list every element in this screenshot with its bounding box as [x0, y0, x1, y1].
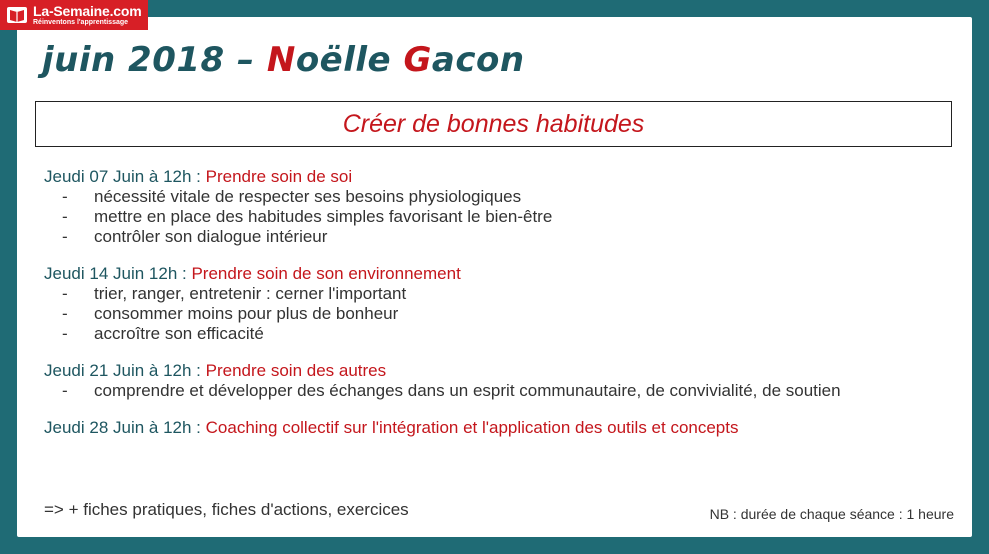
bullet-text: mettre en place des habitudes simples favorisant le bien-être: [94, 207, 553, 226]
session-heading: [44, 263, 924, 284]
bullet-text: comprendre et développer des échanges dans un esprit communautaire, de convivialité, de soutien: [94, 381, 841, 400]
bullet-text: nécessité vitale de respecter ses besoins physiologiques: [94, 187, 522, 206]
session-item: [44, 166, 924, 247]
page-title: [42, 40, 525, 80]
session-bullets: [44, 187, 924, 247]
bullet-item: [44, 381, 924, 401]
extras-note: => + fiches pratiques, fiches d'actions, exercices: [44, 500, 409, 519]
duration-note: NB : durée de chaque séance : 1 heure: [709, 506, 954, 522]
title-prefix: juin 2018 –: [42, 40, 267, 80]
bullet-item: [44, 284, 924, 304]
bullet-item: [44, 207, 924, 227]
bullet-item: [44, 324, 924, 344]
title-last-rest: acon: [431, 40, 525, 80]
bullet-marker: -: [62, 304, 68, 323]
session-date: Jeudi 07 Juin à 12h :: [44, 167, 201, 186]
book-icon: [6, 4, 28, 26]
site-logo[interactable]: [0, 0, 148, 30]
subtitle: Créer de bonnes habitudes: [342, 109, 645, 138]
subtitle-box: [35, 101, 952, 147]
bullet-item: [44, 187, 924, 207]
session-bullets: [44, 284, 924, 344]
session-topic: Prendre soin de son environnement: [191, 264, 461, 283]
bullet-text: contrôler son dialogue intérieur: [94, 227, 328, 246]
bullet-text: consommer moins pour plus de bonheur: [94, 304, 399, 323]
session-item: [44, 417, 924, 438]
logo-text: [33, 4, 141, 26]
session-heading: [44, 417, 924, 438]
session-heading: [44, 166, 924, 187]
bullet-text: accroître son efficacité: [94, 324, 264, 343]
logo-name: La-Semaine.com: [33, 3, 142, 19]
logo-tagline: Réinventons l'apprentissage: [33, 19, 129, 26]
session-item: [44, 360, 924, 401]
bullet-marker: -: [62, 381, 68, 400]
session-topic: Prendre soin de soi: [205, 167, 353, 186]
bullet-marker: -: [62, 187, 68, 206]
bullet-marker: -: [62, 324, 68, 343]
session-topic: Prendre soin des autres: [205, 361, 387, 380]
session-item: [44, 263, 924, 344]
bullet-marker: -: [62, 207, 68, 226]
bullet-item: [44, 227, 924, 247]
title-first-initial: N: [266, 40, 296, 80]
bullet-marker: -: [62, 284, 68, 303]
title-first-rest: oëlle: [295, 40, 404, 80]
session-date: Jeudi 21 Juin à 12h :: [44, 361, 201, 380]
session-heading: [44, 360, 924, 381]
bullet-marker: -: [62, 227, 68, 246]
session-date: Jeudi 14 Juin 12h :: [44, 264, 187, 283]
session-bullets: [44, 381, 924, 401]
session-topic: Coaching collectif sur l'intégration et l'application des outils et concepts: [205, 418, 739, 437]
session-date: Jeudi 28 Juin à 12h :: [44, 418, 201, 437]
bullet-item: [44, 304, 924, 324]
title-last-initial: G: [403, 40, 432, 80]
session-list: [44, 166, 924, 454]
bullet-text: trier, ranger, entretenir : cerner l'important: [94, 284, 407, 303]
